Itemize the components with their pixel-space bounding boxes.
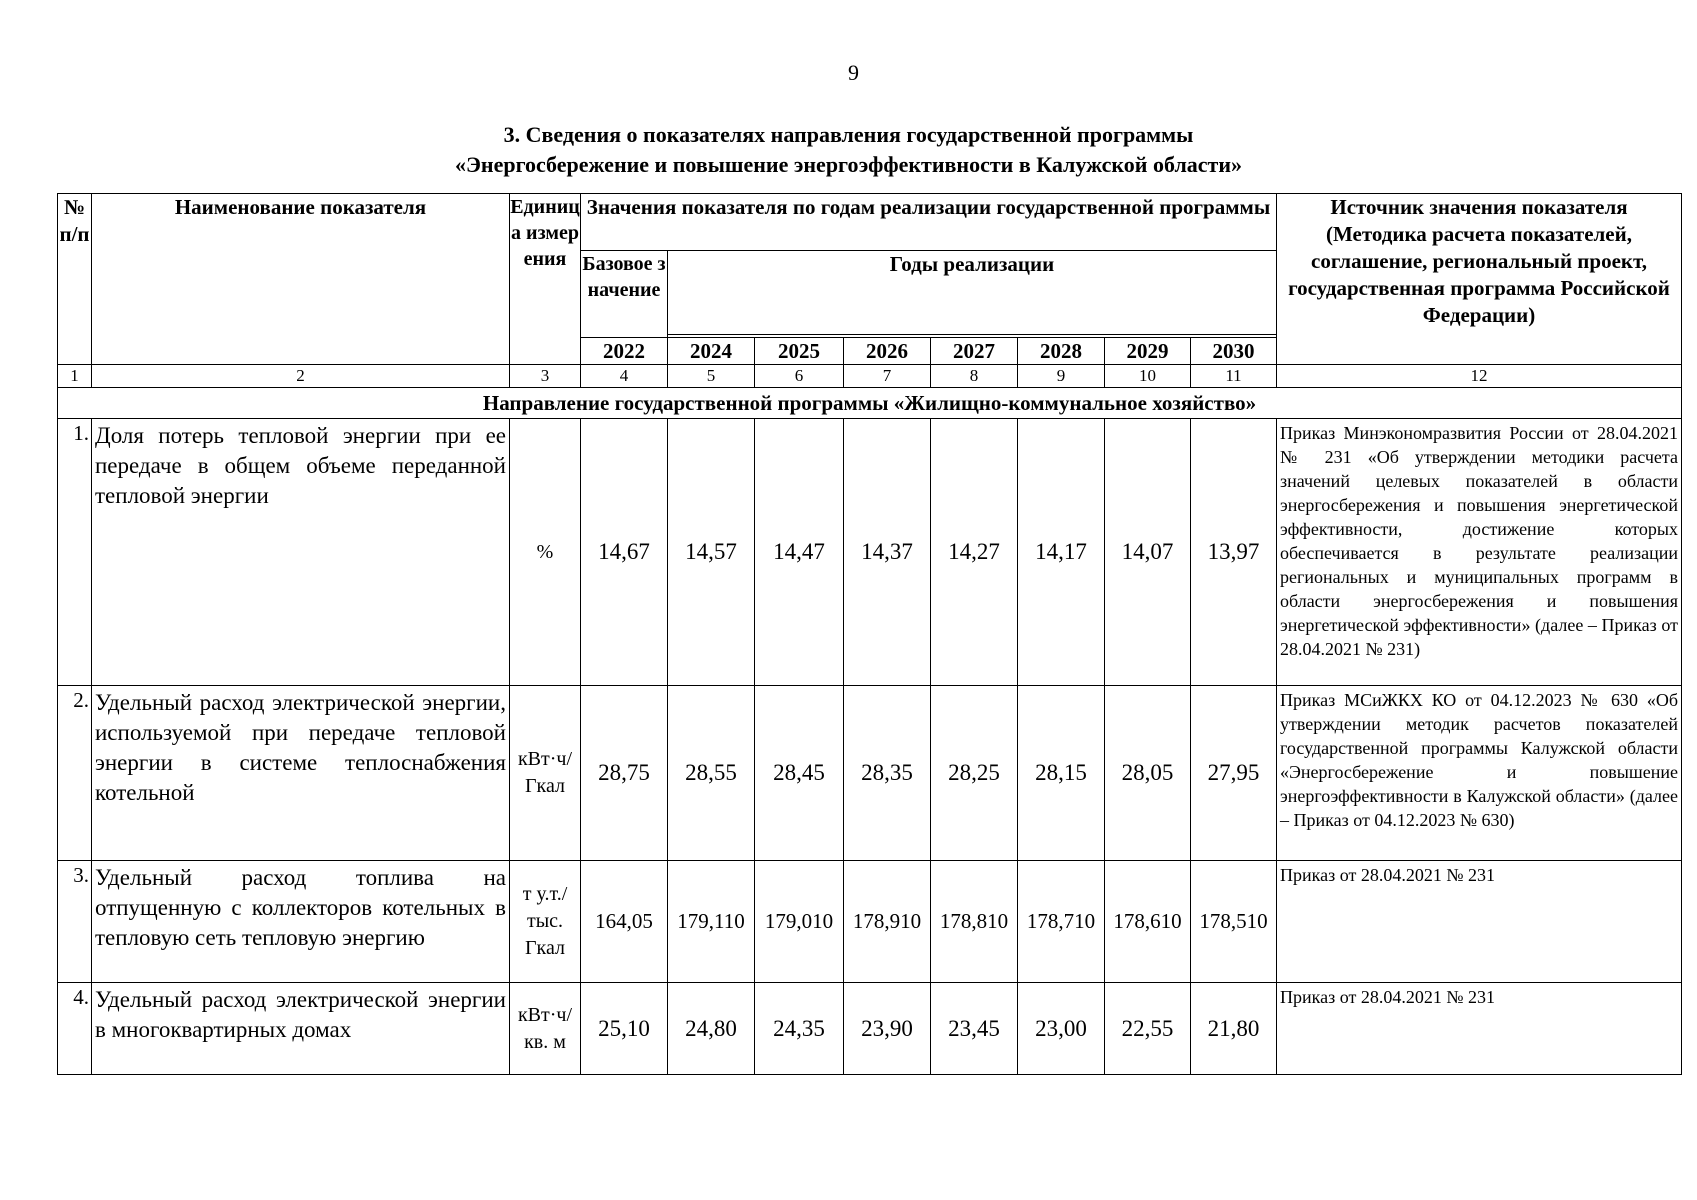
- value-2027: 14,27: [931, 419, 1018, 686]
- column-number: 3: [510, 365, 581, 388]
- document-title: [0, 120, 1697, 180]
- column-number: 7: [844, 365, 931, 388]
- column-number-row: [58, 365, 1682, 388]
- value-2024: 28,55: [668, 686, 755, 861]
- row-number: 2.: [58, 686, 92, 861]
- header-year-2027: 2027: [931, 338, 1018, 365]
- value-2028: 178,710: [1018, 861, 1105, 983]
- header-unit: Единица измерения: [510, 194, 581, 365]
- value-base: 25,10: [581, 983, 668, 1075]
- title-line-1: 3. Сведения о показателях направления государственной программы: [503, 122, 1194, 147]
- section-title: Направление государственной программы «Жилищно-коммунальное хозяйство»: [58, 388, 1682, 419]
- value-2024: 179,110: [668, 861, 755, 983]
- value-2029: 14,07: [1105, 419, 1191, 686]
- value-2026: 14,37: [844, 419, 931, 686]
- value-2029: 178,610: [1105, 861, 1191, 983]
- value-2024: 14,57: [668, 419, 755, 686]
- header-year-2028: 2028: [1018, 338, 1105, 365]
- value-2030: 27,95: [1191, 686, 1277, 861]
- value-2030: 21,80: [1191, 983, 1277, 1075]
- value-2026: 23,90: [844, 983, 931, 1075]
- page-number: 9: [848, 60, 859, 85]
- indicator-source: Приказ от 28.04.2021 № 231: [1277, 861, 1682, 983]
- value-2028: 28,15: [1018, 686, 1105, 861]
- value-2025: 179,010: [755, 861, 844, 983]
- column-number: 1: [58, 365, 92, 388]
- header-year-2025: 2025: [755, 338, 844, 365]
- value-2026: 178,910: [844, 861, 931, 983]
- header-year-2030: 2030: [1191, 338, 1277, 365]
- column-number: 6: [755, 365, 844, 388]
- indicator-source: Приказ Минэкономразвития России от 28.04.2021 № 231 «Об утверждении методики расчета значений целевых показателей в области энергосбережения и повышения энергетической эффективности, достижение которых обеспечивается в результате реализации региональных и муниципальных программ в области энергосбережения и повышения энергетической эффективности» (далее – Приказ от 28.04.2021 № 231): [1277, 419, 1682, 686]
- row-number: 1.: [58, 419, 92, 686]
- value-2029: 22,55: [1105, 983, 1191, 1075]
- indicator-unit: %: [510, 419, 581, 686]
- column-number: 9: [1018, 365, 1105, 388]
- header-name: Наименование показателя: [92, 194, 510, 365]
- column-number: 2: [92, 365, 510, 388]
- value-2028: 14,17: [1018, 419, 1105, 686]
- header-base-year: 2022: [581, 338, 668, 365]
- value-2027: 23,45: [931, 983, 1018, 1075]
- indicator-unit: кВт·ч/ кв. м: [510, 983, 581, 1075]
- column-number: 8: [931, 365, 1018, 388]
- value-base: 28,75: [581, 686, 668, 861]
- value-2026: 28,35: [844, 686, 931, 861]
- row-number: 3.: [58, 861, 92, 983]
- value-base: 14,67: [581, 419, 668, 686]
- value-2027: 178,810: [931, 861, 1018, 983]
- column-number: 4: [581, 365, 668, 388]
- title-line-2: «Энергосбережение и повышение энергоэффективности в Калужской области»: [454, 152, 1243, 177]
- value-2027: 28,25: [931, 686, 1018, 861]
- indicator-source: Приказ МСиЖКХ КО от 04.12.2023 № 630 «Об утверждении методик расчетов показателей государственной программы Калужской области «Энергосбережение и повышение энергоэффективности в Калужской области» (далее – Приказ от 04.12.2023 № 630): [1277, 686, 1682, 861]
- header-source: Источник значения показателя (Методика расчета показателей, соглашение, региональный проект, государственная программа Российской Федерации): [1277, 194, 1682, 365]
- indicator-name: Удельный расход топлива на отпущенную с коллекторов котельных в тепловую сеть тепловую энергию: [92, 861, 510, 983]
- column-number: 11: [1191, 365, 1277, 388]
- indicator-source: Приказ от 28.04.2021 № 231: [1277, 983, 1682, 1075]
- value-2028: 23,00: [1018, 983, 1105, 1075]
- header-num: № п/п: [58, 194, 92, 365]
- indicator-name: Доля потерь тепловой энергии при ее передаче в общем объеме переданной тепловой энергии: [92, 419, 510, 686]
- table-row: [58, 861, 1682, 983]
- table-row: [58, 983, 1682, 1075]
- column-number: 12: [1277, 365, 1682, 388]
- header-values-group: Значения показателя по годам реализации государственной программы: [581, 194, 1277, 251]
- header-year-2024: 2024: [668, 338, 755, 365]
- indicator-name: Удельный расход электрической энергии в многоквартирных домах: [92, 983, 510, 1075]
- column-number: 5: [668, 365, 755, 388]
- header-years-group: Годы реализации: [668, 251, 1277, 335]
- value-2030: 13,97: [1191, 419, 1277, 686]
- indicator-unit: кВт·ч/ Гкал: [510, 686, 581, 861]
- indicator-unit: т у.т./ тыс. Гкал: [510, 861, 581, 983]
- header-row-1: [58, 194, 1682, 251]
- value-2024: 24,80: [668, 983, 755, 1075]
- value-2030: 178,510: [1191, 861, 1277, 983]
- row-number: 4.: [58, 983, 92, 1075]
- section-row: [58, 388, 1682, 419]
- value-2025: 24,35: [755, 983, 844, 1075]
- value-2025: 28,45: [755, 686, 844, 861]
- indicators-table: [57, 193, 1682, 1075]
- header-year-2026: 2026: [844, 338, 931, 365]
- header-year-2029: 2029: [1105, 338, 1191, 365]
- value-base: 164,05: [581, 861, 668, 983]
- indicator-name: Удельный расход электрической энергии, используемой при передаче тепловой энергии в системе теплоснабжения котельной: [92, 686, 510, 861]
- header-base-value: Базовое значение: [581, 251, 668, 338]
- table-row: [58, 686, 1682, 861]
- value-2029: 28,05: [1105, 686, 1191, 861]
- table-row: [58, 419, 1682, 686]
- column-number: 10: [1105, 365, 1191, 388]
- value-2025: 14,47: [755, 419, 844, 686]
